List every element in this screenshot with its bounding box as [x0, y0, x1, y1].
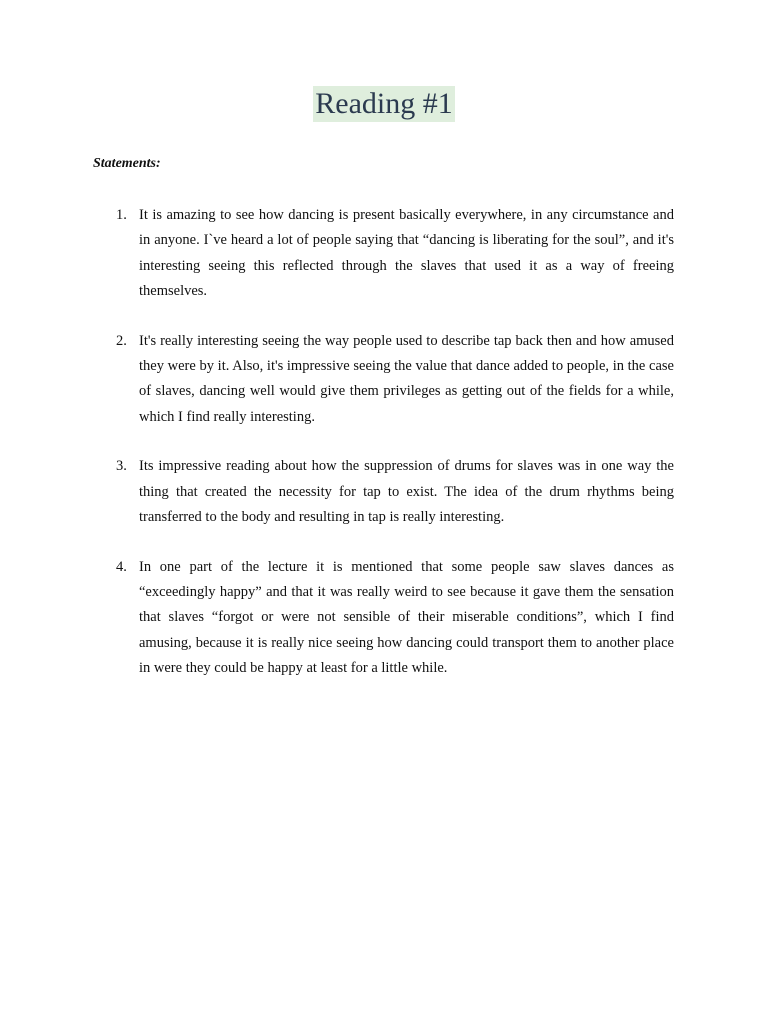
list-item-text: It's really interesting seeing the way people used to describe tap back then and how amused they were by it. Also, it's impressive seeing the value that dance added to people, in the case of slaves, dancing well would give them privileges as getting out of the fields for a while, which I find really interesting. — [139, 332, 674, 425]
list-item-number: 3. — [116, 458, 127, 475]
page-title: Reading #1 — [315, 87, 453, 120]
list-item — [110, 203, 674, 304]
list-item — [110, 454, 674, 530]
list-item — [110, 329, 674, 430]
list-item-number: 1. — [116, 207, 127, 223]
list-item-number: 2. — [116, 332, 127, 349]
title-container — [0, 86, 768, 122]
statements-list — [110, 203, 674, 706]
list-item-text: It is amazing to see how dancing is present basically everywhere, in any circumstance and in anyone. I`ve heard a lot of people saying that “dancing is liberating for the soul”, and it's interesting seeing this reflected through the slaves that used it as a way of freeing themselves. — [139, 207, 674, 299]
section-label: Statements: — [93, 156, 161, 171]
list-item-number: 4. — [116, 558, 127, 575]
list-item-text: Its impressive reading about how the suppression of drums for slaves was in one way the thing that created the necessity for tap to exist. The idea of the drum rhythms being transferred to the body and resulting in tap is really interesting. — [139, 458, 674, 525]
list-item — [110, 555, 674, 681]
list-item-text: In one part of the lecture it is mentioned that some people saw slaves dances as “exceedingly happy” and that it was really weird to see because it gave them the sensation that slaves “forgot or were not sensible of their miserable conditions”, which I find amusing, because it is really nice seeing how dancing could transport them to another place in were they could be happy at least for a little while. — [139, 558, 674, 676]
